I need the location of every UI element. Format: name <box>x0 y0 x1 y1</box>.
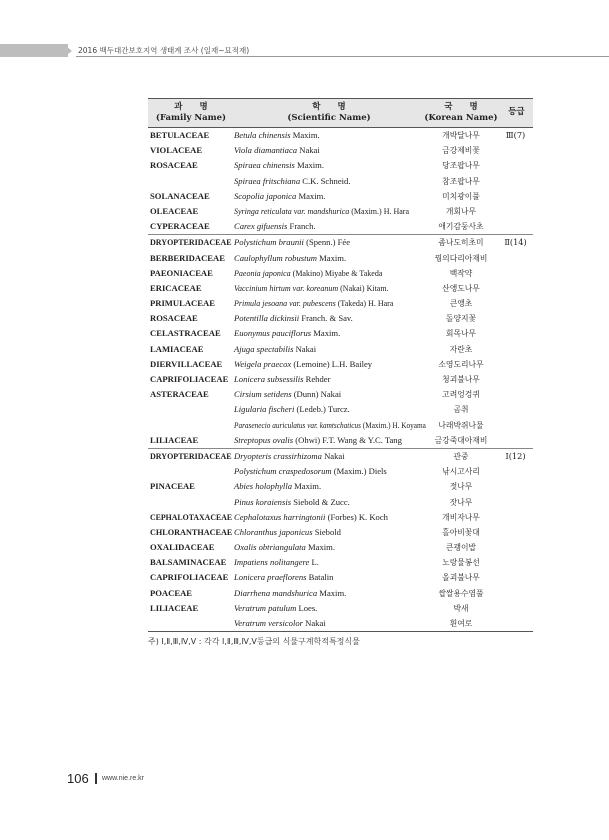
scientific-name <box>234 204 409 219</box>
korean-name: 돌양지꽃 <box>445 314 477 324</box>
korean-name: 관중 <box>453 451 469 461</box>
family-name: LAMIACEAE <box>150 343 204 354</box>
scientific-name-author: (Nakai) Kitam. <box>338 283 389 293</box>
scientific-name <box>234 342 316 357</box>
scientific-name <box>234 219 316 234</box>
column-header-grade: 등급 <box>508 107 525 117</box>
scientific-name-binomial: Vaccinium hirtum var. koreanum <box>234 283 339 293</box>
korean-name: 큰괭이밥 <box>445 543 477 553</box>
header-chevron <box>64 44 72 57</box>
scientific-name <box>234 158 324 173</box>
scientific-name-binomial: Paeonia japonica <box>234 268 291 278</box>
scientific-name-binomial: Streptopus ovalis <box>234 434 294 445</box>
table-row <box>148 158 533 173</box>
table-row <box>148 540 533 555</box>
header-band <box>0 44 68 57</box>
footer-url: www.nie.re.kr <box>102 775 145 782</box>
scientific-name-author: (Takeda) H. Hara <box>335 299 394 309</box>
scientific-name <box>234 540 335 555</box>
scientific-name-binomial: Carex gifuensis <box>234 221 288 232</box>
korean-name: 홀아비꽃대 <box>442 527 480 537</box>
scientific-name-author: Franch. <box>287 221 316 232</box>
table-row <box>148 372 533 387</box>
scientific-name <box>234 525 341 540</box>
family-name: POACEAE <box>150 587 193 598</box>
scientific-name-binomial: Diarrhena mandshurica <box>234 587 318 598</box>
table-row <box>148 219 533 234</box>
scientific-name-author: Maxim. <box>296 190 326 201</box>
scientific-name-author: Siebold & Zucc. <box>291 496 350 507</box>
scientific-name-author: Maxim. <box>290 130 320 140</box>
scientific-name <box>234 418 426 433</box>
page-number: 106 <box>67 771 89 786</box>
korean-name: 애기감둥사초 <box>438 222 484 232</box>
scientific-name-author: C.K. Schneid. <box>300 175 351 186</box>
scientific-name-author: Maxim. <box>305 542 335 553</box>
scientific-name <box>234 189 325 204</box>
scientific-name-binomial: Viola diamantiaca <box>234 145 298 156</box>
table-row <box>148 204 533 219</box>
family-name: VIOLACEAE <box>150 145 203 156</box>
scientific-name-binomial: Cirsium setidens <box>234 389 292 400</box>
korean-name: 참조팝나무 <box>442 176 480 186</box>
korean-name: 낚시고사리 <box>442 467 480 477</box>
table-row <box>148 128 533 143</box>
scientific-name-author: Maxim. <box>317 252 347 263</box>
family-name: OLEACEAE <box>150 205 199 216</box>
column-header-family <box>148 102 234 124</box>
korean-name: 쌉쌀용수염풀 <box>438 588 484 598</box>
scientific-name-binomial: Lonicera subsessilis <box>234 374 304 384</box>
family-name: CAPRIFOLIACEAE <box>150 374 229 384</box>
family-name: CEPHALOTAXACEAE <box>150 511 233 522</box>
korean-name: 개회나무 <box>445 206 477 216</box>
family-name: PINACEAE <box>150 481 195 492</box>
scientific-name-author: (Dunn) Nakai <box>291 389 342 400</box>
scientific-name-author: Rehder <box>303 374 331 384</box>
korean-name: 나래박쥐나물 <box>438 420 484 430</box>
family-name: CYPERACEAE <box>150 221 210 232</box>
scientific-name <box>234 449 345 464</box>
scientific-name <box>234 495 350 510</box>
scientific-name-author: (Forbes) K. Koch <box>325 511 388 522</box>
korean-name: 박새 <box>453 603 469 613</box>
scientific-name-author: Franch. & Sav. <box>299 313 353 324</box>
scientific-name <box>234 570 333 585</box>
scientific-name-author: (Spenn.) Fée <box>303 237 351 248</box>
header-sci-en: (Scientific Name) <box>287 113 371 123</box>
footnote: 주) Ⅰ,Ⅱ,Ⅲ,Ⅳ,Ⅴ : 각각 Ⅰ,Ⅱ,Ⅲ,Ⅳ,Ⅴ등급의 식물구계학적특정식물 <box>148 637 360 646</box>
scientific-name <box>234 174 351 189</box>
table-row <box>148 510 533 525</box>
scientific-name-binomial: Potentilla dickinsii <box>234 313 300 324</box>
table-row <box>148 296 533 311</box>
scientific-name <box>234 510 388 525</box>
grade: Ⅰ(12) <box>505 450 526 461</box>
scientific-name <box>234 433 402 448</box>
scientific-name <box>234 235 350 250</box>
header-rule <box>76 56 609 57</box>
korean-name: 당조팝나무 <box>442 161 480 171</box>
scientific-name-binomial: Polystichum craspedosorum <box>234 466 332 477</box>
header-kor-en: (Korean Name) <box>424 113 498 123</box>
family-name: BETULACEAE <box>150 130 210 140</box>
scientific-name-binomial: Primula jesoana var. pubescens <box>234 299 336 309</box>
family-name: LILIACEAE <box>150 602 199 613</box>
scientific-name-binomial: Dryopteris crassirhizoma <box>234 450 322 461</box>
table-row <box>148 570 533 585</box>
scientific-name-binomial: Weigela praecox <box>234 358 292 369</box>
running-header-title: 2016 백두대간보호지역 생태계 조사 (일재~묘적재) <box>78 46 250 55</box>
scientific-name-binomial: Veratrum patulum <box>234 602 297 613</box>
table-row <box>148 311 533 326</box>
scientific-name <box>234 296 393 311</box>
scientific-name-author: Nakai <box>302 618 326 628</box>
scientific-name <box>234 372 330 387</box>
scientific-name <box>234 281 389 296</box>
table-row <box>148 448 533 464</box>
scientific-name-author: Loes. <box>296 602 318 613</box>
korean-name: 금강제비꽃 <box>442 146 480 156</box>
column-header-korean <box>424 102 498 124</box>
table-row <box>148 387 533 402</box>
table-row <box>148 342 533 357</box>
table-body <box>148 128 533 632</box>
table-row <box>148 555 533 570</box>
scientific-name-author: (Makino) Miyabe & Takeda <box>290 268 383 278</box>
korean-name: 산앵도나무 <box>442 283 480 293</box>
scientific-name <box>234 143 320 158</box>
scientific-name-author: (Ohwi) F.T. Wang & Y.C. Tang <box>293 434 402 445</box>
korean-name: 노랑물봉선 <box>442 558 480 568</box>
table-row <box>148 357 533 372</box>
table-row <box>148 189 533 204</box>
table-row <box>148 479 533 494</box>
table-row <box>148 495 533 510</box>
table-row <box>148 234 533 250</box>
table-row <box>148 616 533 631</box>
table-row <box>148 174 533 189</box>
korean-name: 곰취 <box>453 405 469 415</box>
scientific-name <box>234 402 350 417</box>
footer-separator <box>95 773 97 784</box>
korean-name: 백작약 <box>449 268 473 278</box>
scientific-name-author: Siebold <box>312 526 341 537</box>
scientific-name <box>234 387 341 402</box>
family-name: LILIACEAE <box>150 434 199 445</box>
korean-name: 큰앵초 <box>449 299 473 309</box>
scientific-name-author: (Maxim.) H. Hara <box>349 206 410 216</box>
scientific-name <box>234 464 387 479</box>
grade: Ⅲ(7) <box>505 130 526 140</box>
family-name: DIERVILLACEAE <box>150 358 223 369</box>
header-sci-ko: 학 명 <box>312 102 346 112</box>
scientific-name-binomial: Pinus koraiensis <box>234 496 292 507</box>
scientific-name-binomial: Polystichum braunii <box>234 237 304 248</box>
scientific-name-author: (Maxim.) Diels <box>331 466 387 477</box>
family-name: PRIMULACEAE <box>150 298 215 309</box>
scientific-name-binomial: Spiraea chinensis <box>234 160 295 171</box>
scientific-name-binomial: Euonymus pauciflorus <box>234 328 312 339</box>
family-name: ERICACEAE <box>150 282 202 293</box>
family-name: ROSACEAE <box>150 160 198 171</box>
scientific-name-author: Maxim. <box>317 587 347 598</box>
korean-name: 꿩의다리아재비 <box>434 253 488 263</box>
grade: Ⅱ(14) <box>504 237 527 248</box>
korean-name: 회목나무 <box>445 329 477 339</box>
scientific-name-author: (Lemoine) L.H. Bailey <box>291 358 373 369</box>
scientific-name-author: Nakai <box>321 450 345 461</box>
family-name: ROSACEAE <box>150 313 198 324</box>
family-name: OXALIDACEAE <box>150 542 215 553</box>
korean-name: 흰여로 <box>449 619 473 628</box>
scientific-name <box>234 479 321 494</box>
korean-name: 미치광이풀 <box>442 191 480 201</box>
scientific-name-binomial: Impatiens nolitangere <box>234 557 310 568</box>
scientific-name-binomial: Caulophyllum robustum <box>234 252 317 263</box>
korean-name: 잣나무 <box>449 497 473 507</box>
korean-name: 고려엉겅퀴 <box>442 390 480 400</box>
table-row <box>148 586 533 601</box>
korean-name: 개비자나무 <box>442 512 480 522</box>
family-name: ASTERACEAE <box>150 389 209 400</box>
family-name: CELASTRACEAE <box>150 328 221 339</box>
scientific-name-binomial: Ligularia fischeri <box>234 404 295 415</box>
table-row <box>148 143 533 158</box>
scientific-name <box>234 357 372 372</box>
korean-name: 올괴불나무 <box>442 573 480 583</box>
table-row <box>148 433 533 448</box>
scientific-name <box>234 266 382 281</box>
scientific-name-binomial: Veratrum versicolor <box>234 618 303 628</box>
korean-name: 좀나도히초미 <box>438 238 484 248</box>
scientific-name-binomial: Oxalis obtriangulata <box>234 542 306 553</box>
scientific-name <box>234 555 319 570</box>
header-kor-ko: 국 명 <box>444 102 478 112</box>
table-row <box>148 601 533 616</box>
scientific-name-binomial: Scopolia japonica <box>234 190 297 201</box>
korean-name: 자란초 <box>449 344 473 354</box>
table-row <box>148 251 533 266</box>
scientific-name-author: Maxim. <box>292 481 322 492</box>
scientific-name-binomial: Chloranthus japonicus <box>234 526 313 537</box>
scientific-name <box>234 311 353 326</box>
scientific-name-binomial: Spiraea fritschiana <box>234 175 301 186</box>
table-header <box>148 98 533 128</box>
table-row <box>148 525 533 540</box>
scientific-name <box>234 326 340 341</box>
family-name: CHLORANTHACEAE <box>150 526 233 537</box>
family-name: BALSAMINACEAE <box>150 557 227 568</box>
scientific-name-binomial: Lonicera praeflorens <box>234 572 307 583</box>
header-family-en: (Family Name) <box>155 113 227 123</box>
scientific-name-binomial: Cephalotaxus harringtonii <box>234 511 326 522</box>
scientific-name-author: Maxim. <box>311 328 341 339</box>
header-family-ko: 과 명 <box>174 102 208 112</box>
scientific-name-author: Nakai <box>297 145 320 156</box>
scientific-name-binomial: Syringa reticulata var. mandshurica <box>234 206 350 216</box>
scientific-name <box>234 601 317 616</box>
scientific-name-binomial: Betula chinensis <box>234 130 291 140</box>
scientific-name <box>234 128 320 143</box>
korean-name: 개박달나무 <box>442 131 480 140</box>
table-row <box>148 266 533 281</box>
scientific-name-author: Batalin <box>306 572 334 583</box>
table-row <box>148 464 533 479</box>
scientific-name-author: Nakai <box>293 343 317 354</box>
scientific-name <box>234 586 346 601</box>
scientific-name-author: (Maxim.) H. Koyama <box>360 420 426 430</box>
family-name: SOLANACEAE <box>150 190 210 201</box>
korean-name: 청괴불나무 <box>442 375 480 384</box>
scientific-name-author: L. <box>309 557 319 568</box>
family-name: PAEONIACEAE <box>150 267 213 278</box>
table-row <box>148 281 533 296</box>
korean-name: 젓나무 <box>449 482 473 492</box>
family-name: BERBERIDACEAE <box>150 252 225 263</box>
species-table <box>148 98 533 632</box>
table-row <box>148 326 533 341</box>
scientific-name <box>234 616 326 631</box>
family-name: CAPRIFOLIACEAE <box>150 572 229 583</box>
scientific-name-binomial: Abies holophylla <box>234 481 292 492</box>
korean-name: 소영도리나무 <box>438 359 484 369</box>
scientific-name-binomial: Parasenecio auriculatus var. kamtschaticus <box>234 420 361 430</box>
korean-name: 금강죽대아재비 <box>434 435 488 445</box>
scientific-name <box>234 251 346 266</box>
column-header-scientific <box>234 102 424 124</box>
table-row <box>148 402 533 417</box>
family-name: DRYOPTERIDACEAE <box>150 450 232 461</box>
family-name: DRYOPTERIDACEAE <box>150 237 232 248</box>
scientific-name-binomial: Ajuga spectabilis <box>234 343 294 354</box>
scientific-name-author: Maxim. <box>294 160 324 171</box>
table-row <box>148 418 533 433</box>
scientific-name-author: (Ledeb.) Turcz. <box>294 404 350 415</box>
